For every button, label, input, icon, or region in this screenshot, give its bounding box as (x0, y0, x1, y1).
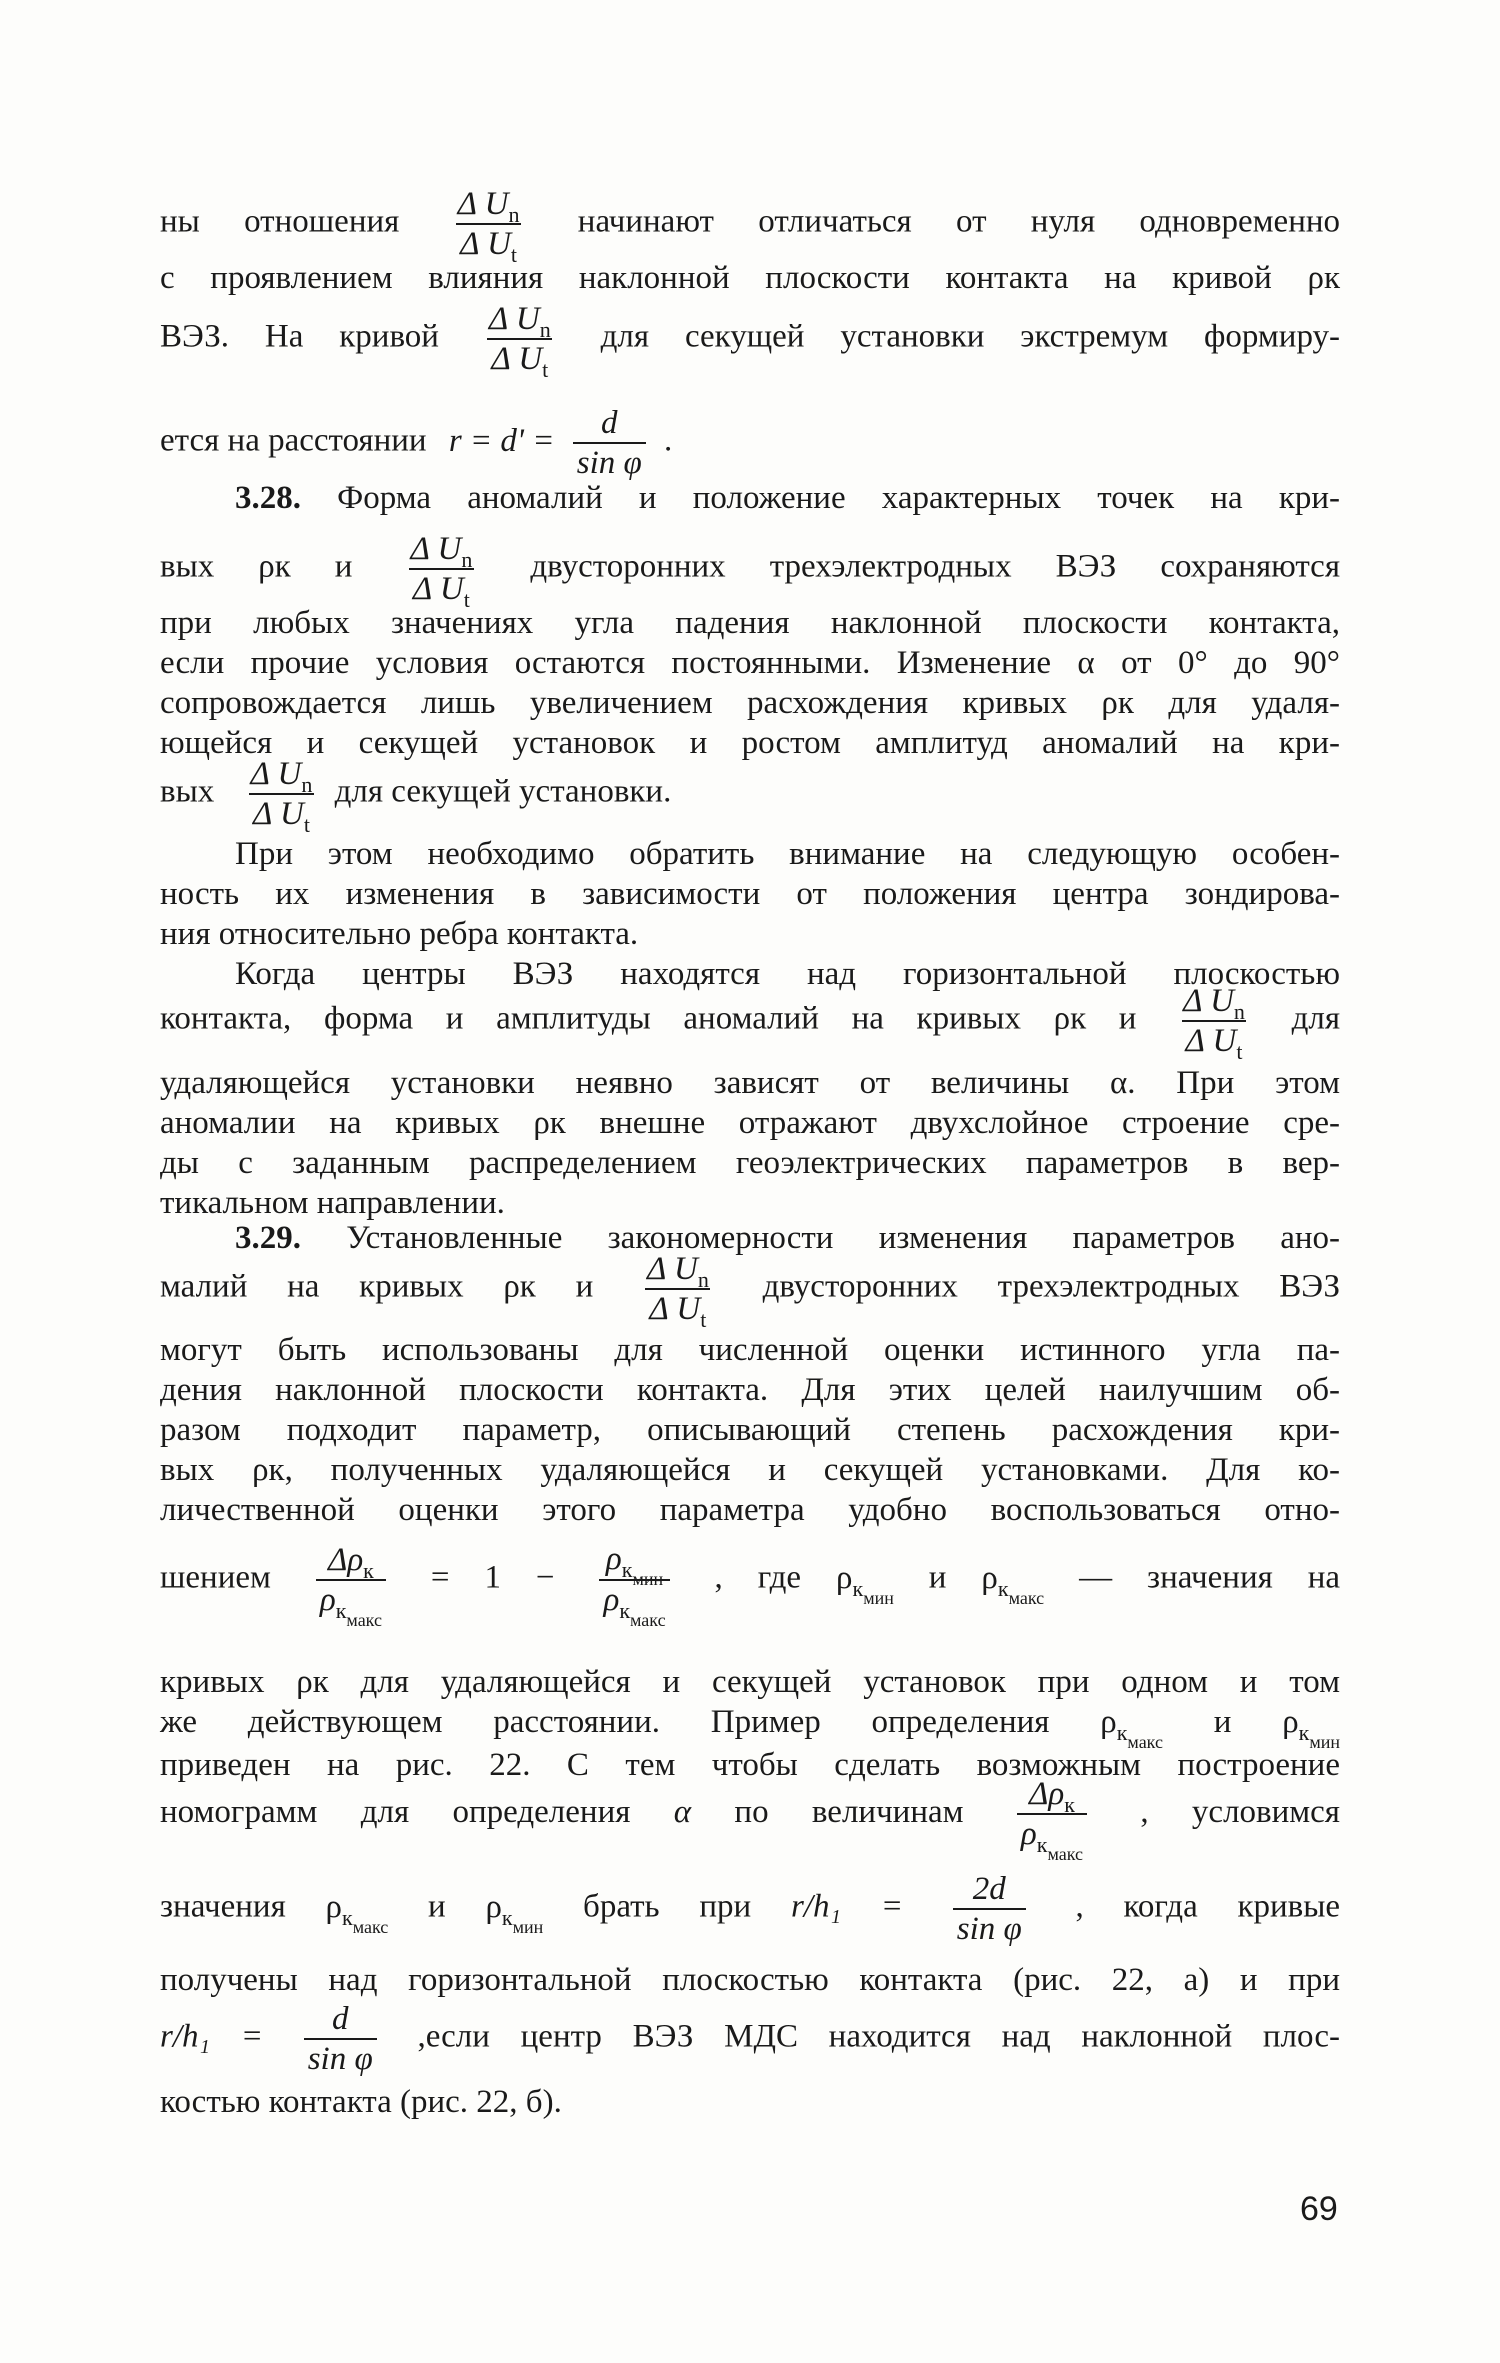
section-number: 3.28. (235, 480, 301, 516)
text-line: дения наклонной плоскости контакта. Для этих целей наилучшим об- (160, 1372, 1340, 1408)
text-line: сопровождается лишь увеличением расхождения кривых ρк для удаля- (160, 685, 1340, 721)
text-line: ния относительно ребра контакта. (160, 916, 639, 952)
text-span: по величинам (734, 1794, 964, 1831)
text-span: брать при (583, 1888, 752, 1925)
fraction-dun-dut: $\frac{\Delta U_n}{\Delta U_t}$ (488, 301, 551, 382)
text-span: — значения на (1079, 1559, 1341, 1596)
text-span: ВЭЗ. На кривой (160, 318, 439, 355)
text-line: могут быть использованы для численной оценки истинного угла па- (160, 1332, 1340, 1368)
text-line: вых ρк, полученных удаляющейся и секущей установками. Для ко- (160, 1452, 1340, 1488)
page-number: 69 (1300, 2190, 1338, 2228)
text-line: аномалии на кривых ρк внешне отражают двухслойное строение сре- (160, 1105, 1340, 1141)
text-line: разом подходит параметр, описывающий степень расхождения кри- (160, 1412, 1340, 1448)
fraction-dun-dut: $\frac{\Delta U_n}{\Delta U_t}$ (646, 1251, 709, 1332)
text-span: ется на расстоянии (160, 422, 427, 459)
text-span: начинают отличаться от нуля одновременно (577, 203, 1341, 240)
text-line: Когда центры ВЭЗ находятся над горизонтальной плоскостью (235, 956, 1340, 992)
text-line (160, 1775, 1340, 1864)
symbol-rho-max: $\rho_{к_{макс}}$ (981, 1559, 1045, 1608)
fraction-d-sin-phi: $\frac{d}{\text{sin φ}}$ (304, 2000, 377, 2078)
symbol-alpha: α (673, 1794, 692, 1831)
text-span: контакта, форма и амплитуды аномалий на кривых ρк и (160, 1000, 1137, 1037)
fraction-dun-dut: $\frac{\Delta U_n}{\Delta U_t}$ (410, 531, 473, 612)
text-line (160, 185, 1341, 267)
text-line: ды с заданным распределением геоэлектрических параметров в вер- (160, 1145, 1340, 1181)
text-span: для (1291, 1000, 1340, 1037)
text-line (160, 1870, 1340, 1948)
text-span: малий на кривых ρк и (160, 1268, 594, 1305)
text-line: кривых ρк для удаляющейся и секущей установок при одном и том (160, 1664, 1340, 1700)
text-span: номограмм для определения (160, 1794, 631, 1831)
fraction-drho-rhomax: $\frac{\Delta\rho_к}{\rho_{к_{макс}}}$ (316, 1541, 386, 1620)
text-line (160, 1702, 1341, 1752)
text-line: При этом необходимо обратить внимание на следующую особен- (235, 836, 1340, 872)
text-span: . (664, 422, 673, 459)
text-line (160, 2000, 1340, 2078)
text-line: костью контакта (рис. 22, б). (160, 2084, 562, 2120)
text-span: двусторонних трехэлектродных ВЭЗ (762, 1268, 1340, 1305)
text-line (160, 755, 1340, 837)
text-span: , условимся (1140, 1794, 1340, 1831)
text-line: ность их изменения в зависимости от положения центра зондирова- (160, 876, 1340, 912)
text-span: значения (160, 1888, 286, 1925)
text-line: приведен на рис. 22. С тем чтобы сделать возможным построение (160, 1747, 1340, 1783)
text-line (160, 1250, 1340, 1332)
text-span: и (928, 1559, 947, 1596)
text-line (160, 300, 1341, 382)
text-span: Форма аномалий и положение характерных точек на кри- (337, 480, 1341, 516)
formula-r-equals: r = d' = (448, 422, 555, 459)
text-span: для секущей установки экстремум формиру- (600, 318, 1341, 355)
text-line (160, 530, 1340, 612)
text-span: Установленные закономерности изменения параметров ано- (346, 1220, 1340, 1256)
text-span: ны отношения (160, 203, 400, 240)
text-span: шением (160, 1559, 271, 1596)
section-number: 3.29. (235, 1220, 301, 1256)
text-span: вых ρк и (160, 548, 353, 585)
fraction-2d-sin-phi: $\frac{2d}{\text{sin φ}}$ (953, 1870, 1026, 1948)
text-line: личественной оценки этого параметра удобно воспользоваться отно- (160, 1492, 1340, 1528)
fraction-d-sin-phi: $\frac{d}{\text{sin φ}}$ (573, 404, 646, 482)
formula-equals-one-minus: = 1 − (430, 1559, 555, 1596)
text-line: тикальном направлении. (160, 1185, 505, 1221)
text-span: и (428, 1888, 446, 1925)
text-line (160, 404, 1340, 482)
text-line: если прочие условия остаются постоянными. Изменение α от 0° до 90° (160, 645, 1340, 681)
text-line (160, 1540, 1341, 1630)
symbol-rho-min: $\rho_{к_{мин}}$ (485, 1888, 544, 1937)
symbol-rho-min: $\rho_{к_{мин}}$ (836, 1559, 894, 1608)
text-span: ,если центр ВЭЗ МДС находится над наклонной плос- (417, 2018, 1340, 2055)
text-span: , когда кривые (1075, 1888, 1341, 1925)
text-line: с проявлением влияния наклонной плоскости контакта на кривой ρк (160, 260, 1340, 296)
text-line (160, 982, 1340, 1064)
fraction-rhomin-rhomax: $\frac{\rho_{к_{мин}}}{\rho_{к_{макс}}}$ (599, 1540, 669, 1620)
text-span: для секущей установки. (334, 773, 672, 810)
symbol-rho-max: $\rho_{к_{макс}}$ (325, 1888, 389, 1937)
text-line: при любых значениях угла падения наклонной плоскости контакта, (160, 605, 1340, 641)
text-span: вых (160, 773, 215, 810)
formula-r-over-h: r/h₁ = (160, 2018, 263, 2055)
text-span: , где (714, 1559, 802, 1596)
fraction-drho-rhomax: $\frac{\Delta\rho_к}{\rho_{к_{макс}}}$ (1017, 1775, 1087, 1854)
fraction-dun-dut: $\frac{\Delta U_n}{\Delta U_t}$ (1183, 983, 1245, 1064)
text-line: удаляющейся установки неявно зависят от величины α. При этом (160, 1065, 1340, 1101)
text-line: ющейся и секущей установок и ростом амплитуд аномалий на кри- (160, 725, 1340, 761)
fraction-dun-dut: $\frac{\Delta U_n}{\Delta U_t}$ (457, 186, 520, 267)
symbol-rho-max: $\rho_{к_{макс}}$ и $\rho_{к_{мин}}$ (1100, 1704, 1341, 1752)
fraction-dun-dut: $\frac{\Delta U_n}{\Delta U_t}$ (250, 756, 313, 837)
formula-r-over-h: r/h₁ = (790, 1888, 903, 1925)
text-span: же действующем расстоянии. Пример определения (160, 1704, 1050, 1740)
text-line: получены над горизонтальной плоскостью контакта (рис. 22, а) и при (160, 1962, 1340, 1998)
text-span: двусторонних трехэлектродных ВЭЗ сохраняются (530, 548, 1340, 585)
text-line (235, 478, 1340, 518)
